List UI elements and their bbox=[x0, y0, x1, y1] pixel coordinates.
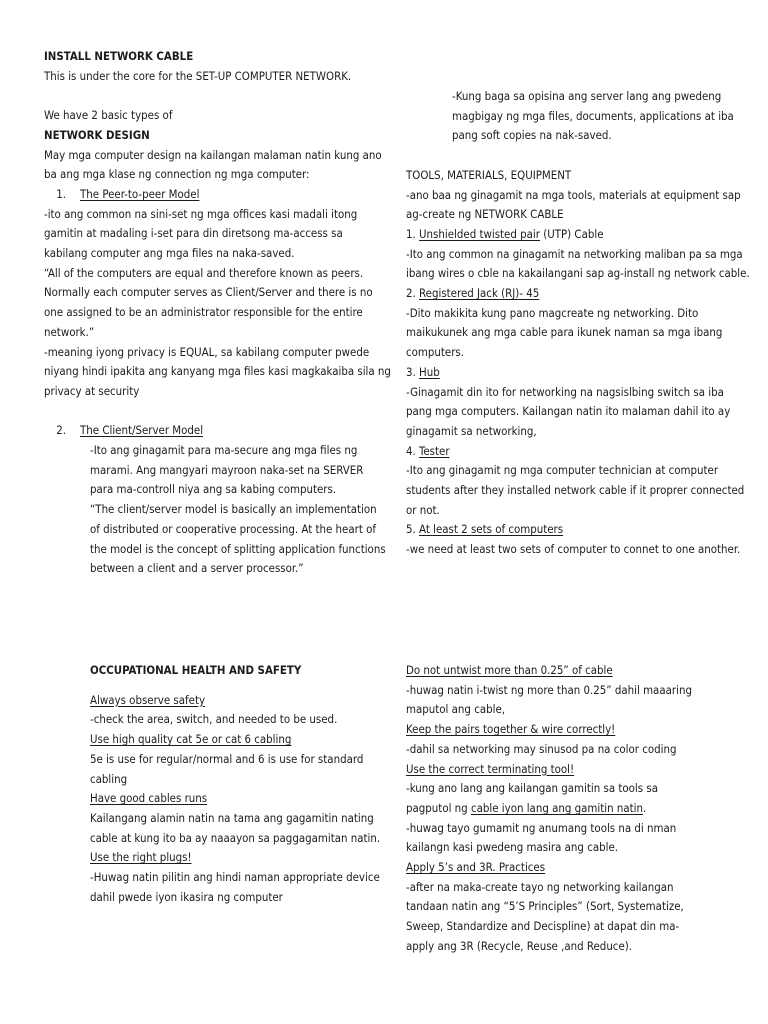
office-line: -Kung baga sa opisina ang server lang ang pwedeng bbox=[452, 89, 722, 103]
ohs-rule-line: cabling bbox=[90, 771, 128, 786]
ohs-rule-line: dahil pwede iyon ikasira ng computer bbox=[90, 889, 283, 904]
tool-item-heading bbox=[406, 442, 736, 462]
client-line: of distributed or cooperative processing. At the heart of bbox=[90, 521, 376, 536]
ohs-rule-line: cable at kung ito ba ay naaayon sa paggagamitan natin. bbox=[90, 830, 381, 845]
peer-line: one assigned to be an administrator responsible for the entire bbox=[44, 305, 363, 320]
peer-line: gamitin at madaling i-set para din diretsong ma-access sa bbox=[44, 226, 343, 241]
tool-item-line: or not. bbox=[406, 502, 440, 517]
left-column-top bbox=[44, 47, 391, 579]
ohs-rule-line: Kailangang alamin natin na tama ang gagamitin nating bbox=[90, 810, 374, 825]
install-title: INSTALL NETWORK CABLE bbox=[44, 49, 194, 63]
tool-item-heading bbox=[406, 363, 736, 383]
peer-line: “All of the computers are equal and therefore known as peers. bbox=[44, 265, 364, 280]
peer-line: kabilang computer ang mga files na naka-saved. bbox=[44, 246, 295, 261]
client-line: marami. Ang mangyari mayroon naka-set na SERVER bbox=[90, 462, 364, 477]
list-number: 4. bbox=[406, 443, 416, 458]
client-line: the model is the concept of splitting application functions bbox=[90, 541, 386, 556]
ohs-rule-line: 5e is use for regular/normal and 6 is use for standard bbox=[90, 751, 364, 766]
list-number: 3. bbox=[406, 364, 416, 379]
tool-item-title: Registered Jack (RJ)- 45 bbox=[419, 286, 540, 301]
tool-item-heading bbox=[406, 520, 736, 540]
ohs-rule-title: Have good cables runs bbox=[90, 791, 208, 806]
office-line: magbigay ng mga files, documents, applications at iba bbox=[452, 108, 734, 123]
tool-item-heading bbox=[406, 284, 736, 304]
design-desc-line: ba ang mga klase ng connection ng mga computer: bbox=[44, 167, 310, 182]
safety-rule-line: -huwag tayo gumamit ng anumang tools na di nman bbox=[406, 820, 677, 835]
underlined-fragment: cable iyon lang ang gamitin natin bbox=[470, 800, 643, 815]
tool-item-title: Unshielded twisted pair bbox=[419, 226, 540, 241]
right-column-top bbox=[406, 87, 750, 560]
right-column-bottom bbox=[406, 661, 736, 957]
tool-item-line: ibang wires o cble na kakailangani sap ag-install ng network cable. bbox=[406, 266, 750, 281]
safety-rule-line: tandaan natin ang “5’S Principles” (Sort, Systematize, bbox=[406, 899, 684, 914]
tool-item-title: Hub bbox=[419, 364, 440, 379]
peer-line: -meaning iyong privacy is EQUAL, sa kabilang computer pwede bbox=[44, 344, 370, 359]
peer-line: -ito ang common na sini-set ng mga offices kasi madali itong bbox=[44, 206, 358, 221]
peer-line: niyang hindi ipakita ang kanyang mga files kasi magkakaiba sila ng bbox=[44, 364, 391, 379]
client-line: between a client and a server processor.” bbox=[90, 561, 304, 576]
install-intro: This is under the core for the SET-UP COMPUTER NETWORK. bbox=[44, 68, 352, 83]
client-heading bbox=[44, 421, 374, 441]
list-number: 1. bbox=[406, 226, 416, 241]
safety-rule-title: Keep the pairs together & wire correctly! bbox=[406, 722, 616, 737]
office-line: pang soft copies na nak-saved. bbox=[452, 128, 612, 143]
safety-rule-title: Use the correct terminating tool! bbox=[406, 761, 575, 776]
safety-rule-line: -huwag natin i-twist ng more than 0.25” dahil maaaring bbox=[406, 682, 692, 697]
tools-desc-line: -ano baa ng ginagamit na mga tools, materials at equipment sap bbox=[406, 187, 741, 202]
peer-line: privacy at security bbox=[44, 383, 140, 398]
design-desc-line: May mga computer design na kailangan malaman natin kung ano bbox=[44, 147, 382, 162]
client-line: -Ito ang ginagamit para ma-secure ang mga files ng bbox=[90, 443, 358, 458]
ohs-rule-line: -check the area, switch, and needed to be used. bbox=[90, 712, 338, 727]
types-intro: We have 2 basic types of bbox=[44, 108, 173, 123]
list-number: 5. bbox=[406, 522, 416, 537]
safety-rule-line: kailangn kasi pwedeng masira ang cable. bbox=[406, 840, 619, 855]
tool-item-line: -Ito ang ginagamit ng mga computer technician at computer bbox=[406, 463, 719, 478]
safety-rule-line bbox=[406, 799, 736, 819]
peer-title: The Peer-to-peer Model bbox=[80, 186, 200, 201]
list-number: 2. bbox=[406, 286, 416, 301]
peer-line: network.” bbox=[44, 324, 95, 339]
list-number: 2. bbox=[56, 423, 66, 438]
ohs-rule-title: Use the right plugs! bbox=[90, 850, 192, 865]
tools-desc-line: ag-create ng NETWORK CABLE bbox=[406, 207, 564, 222]
tool-item-heading bbox=[406, 225, 736, 245]
peer-line: Normally each computer serves as Client/Server and there is no bbox=[44, 285, 373, 300]
safety-rule-line: -dahil sa networking may sinusod pa na color coding bbox=[406, 741, 677, 756]
tool-item-line: -we need at least two sets of computer to connet to one another. bbox=[406, 542, 741, 557]
tool-item-line: computers. bbox=[406, 345, 465, 360]
ohs-heading: OCCUPATIONAL HEALTH AND SAFETY bbox=[90, 663, 302, 677]
text-fragment: . bbox=[643, 800, 647, 815]
safety-rule-line: -after na maka-create tayo ng networking kailangan bbox=[406, 879, 674, 894]
safety-rule-line: maputol ang cable, bbox=[406, 702, 506, 717]
tool-item-line: students after they installed network cable if it proprer connected bbox=[406, 483, 745, 498]
client-line: para ma-controll niya ang sa kabing computers. bbox=[90, 482, 337, 497]
safety-rule-line: apply ang 3R (Recycle, Reuse ,and Reduce). bbox=[406, 938, 633, 953]
tool-item-line: -Ginagamit din ito for networking na nagsislbing switch sa iba bbox=[406, 384, 724, 399]
tool-item-title: At least 2 sets of computers bbox=[419, 522, 564, 537]
tool-item-suffix: (UTP) Cable bbox=[539, 226, 604, 241]
ohs-rule-title: Use high quality cat 5e or cat 6 cabling bbox=[90, 732, 292, 747]
safety-rule-line: Sweep, Standardize and Decispline) at dapat din ma- bbox=[406, 919, 680, 934]
ohs-rule-line: -Huwag natin pilitin ang hindi naman appropriate device bbox=[90, 870, 380, 885]
client-line: “The client/server model is basically an implementation bbox=[90, 502, 377, 517]
tool-item-line: -Dito makikita kung pano magcreate ng networking. Dito bbox=[406, 305, 699, 320]
tool-item-line: -Ito ang common na ginagamit na networking maliban pa sa mga bbox=[406, 246, 743, 261]
text-fragment: pagputol ng bbox=[406, 800, 471, 815]
network-design-heading: NETWORK DESIGN bbox=[44, 127, 150, 142]
tool-item-line: maikukunek ang mga cable para ikunek naman sa mga ibang bbox=[406, 325, 723, 340]
safety-rule-line: -kung ano lang ang kailangan gamitin sa tools sa bbox=[406, 781, 658, 796]
tools-heading: TOOLS, MATERIALS, EQUIPMENT bbox=[406, 167, 572, 182]
ohs-section bbox=[90, 661, 390, 907]
tool-item-title: Tester bbox=[419, 443, 450, 458]
safety-rule-title: Apply 5’s and 3R. Practices bbox=[406, 860, 546, 875]
ohs-rule-title: Always observe safety bbox=[90, 692, 206, 707]
safety-rule-title: Do not untwist more than 0.25” of cable bbox=[406, 663, 613, 677]
tool-item-line: ginagamit sa networking, bbox=[406, 423, 537, 438]
client-title: The Client/Server Model bbox=[80, 423, 204, 438]
tool-item-line: pang mga computers. Kailangan natin ito malaman dahil ito ay bbox=[406, 404, 731, 419]
list-number: 1. bbox=[56, 186, 66, 201]
peer-heading bbox=[44, 185, 374, 205]
